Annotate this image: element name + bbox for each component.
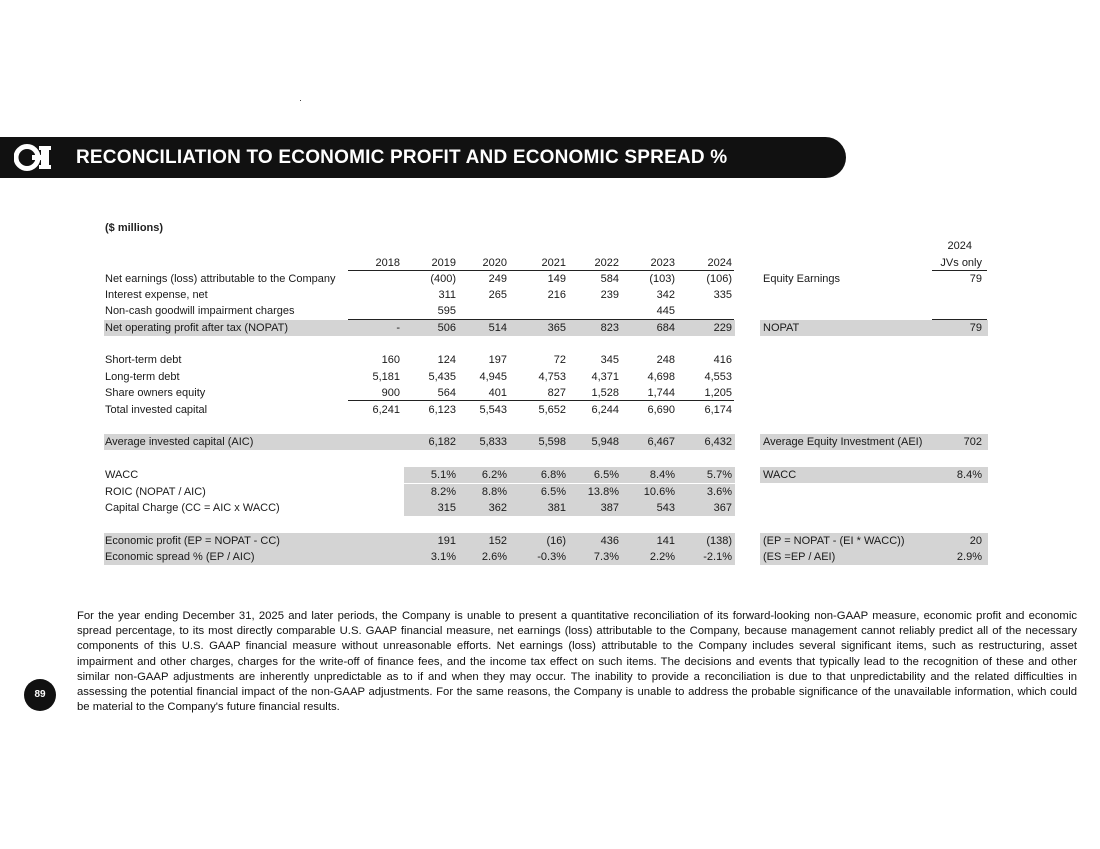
jv-row-label: Equity Earnings	[763, 273, 841, 285]
table-row	[0, 303, 1100, 319]
cell-value: 5,598	[538, 436, 566, 448]
cell-value: 4,753	[538, 371, 566, 383]
cell-value: 248	[656, 354, 675, 366]
cell-value: 362	[488, 502, 507, 514]
table-row	[0, 549, 1100, 565]
cell-value: 160	[381, 354, 400, 366]
cell-value: 543	[656, 502, 675, 514]
cell-value: 335	[713, 289, 732, 301]
cell-value: 10.6%	[643, 486, 675, 498]
cell-value: 6.5%	[593, 469, 619, 481]
cell-value: 342	[656, 289, 675, 301]
row-label: Average invested capital (AIC)	[105, 436, 254, 448]
cell-value: 365	[547, 322, 566, 334]
cell-value: 381	[547, 502, 566, 514]
cell-value: 416	[713, 354, 732, 366]
cell-value: 72	[553, 354, 566, 366]
cell-value: 345	[600, 354, 619, 366]
row-label: Interest expense, net	[105, 289, 208, 301]
cell-value: 5.7%	[706, 469, 732, 481]
cell-value: 5,181	[372, 371, 400, 383]
cell-value: 6,182	[428, 436, 456, 448]
cell-value: 8.4%	[649, 469, 675, 481]
cell-value: (400)	[430, 273, 456, 285]
table-row	[0, 271, 1100, 287]
cell-value: 3.6%	[706, 486, 732, 498]
cell-value: 1,205	[704, 387, 732, 399]
cell-value: 827	[547, 387, 566, 399]
row-label: Total invested capital	[105, 404, 208, 416]
cell-value: 191	[437, 535, 456, 547]
jv-row-label: WACC	[763, 469, 797, 481]
year-header: 2024	[707, 257, 732, 269]
cell-value: 4,371	[591, 371, 619, 383]
cell-value: -2.1%	[703, 551, 732, 563]
cell-value: (16)	[546, 535, 566, 547]
cell-value: 6,123	[428, 404, 456, 416]
cell-value: 2.6%	[481, 551, 507, 563]
page-number-badge: 89	[24, 679, 56, 711]
row-label: Net operating profit after tax (NOPAT)	[105, 322, 288, 334]
cell-value: 249	[488, 273, 507, 285]
row-label: Net earnings (loss) attributable to the Company	[105, 273, 336, 285]
cell-value: (103)	[649, 273, 675, 285]
table-row	[0, 287, 1100, 303]
cell-value: 5,833	[479, 436, 507, 448]
table-row	[0, 500, 1100, 516]
row-label: Long-term debt	[105, 371, 180, 383]
cell-value: 436	[600, 535, 619, 547]
cell-value: 3.1%	[430, 551, 456, 563]
jv-header-label: JVs only	[940, 257, 982, 269]
cell-value: 149	[547, 273, 566, 285]
row-label: Share owners equity	[105, 387, 206, 399]
cell-value: 265	[488, 289, 507, 301]
cell-value: 8.8%	[481, 486, 507, 498]
cell-value: 1,528	[591, 387, 619, 399]
jv-header-year-row	[0, 238, 1100, 254]
cell-value: 5,652	[538, 404, 566, 416]
year-header: 2021	[541, 257, 566, 269]
table-row	[0, 533, 1100, 549]
cell-value: 4,553	[704, 371, 732, 383]
jv-cell-value: 8.4%	[956, 469, 982, 481]
cell-value: 6.8%	[540, 469, 566, 481]
cell-value: 229	[713, 322, 732, 334]
cell-value: 13.8%	[587, 486, 619, 498]
cell-value: 8.2%	[430, 486, 456, 498]
cell-value: 6,241	[372, 404, 400, 416]
jv-row-label: (EP = NOPAT - (EI * WACC))	[763, 535, 905, 547]
year-header: 2019	[431, 257, 456, 269]
table-row	[0, 402, 1100, 418]
jv-cell-value: 20	[969, 535, 982, 547]
row-label: Economic spread % (EP / AIC)	[105, 551, 255, 563]
units-label: ($ millions)	[105, 222, 164, 234]
cell-value: 239	[600, 289, 619, 301]
cell-value: 684	[656, 322, 675, 334]
cell-value: 6,690	[647, 404, 675, 416]
cell-value: 152	[488, 535, 507, 547]
subtotal-rule-nopat-jv	[932, 319, 987, 320]
row-label: Capital Charge (CC = AIC x WACC)	[105, 502, 280, 514]
cell-value: 401	[488, 387, 507, 399]
table-row	[0, 369, 1100, 385]
year-header: 2022	[594, 257, 619, 269]
cell-value: 5,948	[591, 436, 619, 448]
footnote: For the year ending December 31, 2025 and later periods, the Company is unable to present a quantitative reconciliation of its forward-looking non-GAAP measure, economic profit and economic spread percentage, to its most directly comparable U.S. GAAP financial measure, net earnings (loss) attributable to the Company, because management cannot reliably predict all of the necessary components of this U.S. GAAP financial measure without unreasonable efforts. Net earnings (loss) attributable to the Company includes several significant items, such as restructuring, asset impairment and other charges, charges for the write-off of finance fees, and the income tax effect on such items. The decisions and events that typically lead to the recognition of these and other similar non-GAAP adjustments are inherently unpredictable as to if and when they may occur. The inability to provide a reconciliation is due to that unpredictability and the related difficulties in assessing the potential financial impact of the non-GAAP adjustments. For the same reasons, the Company is unable to address the probable significance of the unavailable information, which could be material to the Company's future financial results.	[77, 610, 1077, 714]
cell-value: 1,744	[647, 387, 675, 399]
cell-value: -	[396, 322, 400, 334]
cell-value: 4,945	[479, 371, 507, 383]
table-row	[0, 467, 1100, 483]
table-row	[0, 484, 1100, 500]
cell-value: -0.3%	[537, 551, 566, 563]
table-row	[0, 352, 1100, 368]
jv-cell-value: 702	[963, 436, 982, 448]
cell-value: 514	[488, 322, 507, 334]
jv-row-label: (ES =EP / AEI)	[763, 551, 836, 563]
cell-value: 141	[656, 535, 675, 547]
subtotal-rule-capital	[348, 400, 734, 401]
table-row	[0, 320, 1100, 336]
cell-value: 564	[437, 387, 456, 399]
cell-value: 595	[437, 305, 456, 317]
year-header: 2023	[650, 257, 675, 269]
jv-cell-value: 79	[969, 273, 982, 285]
cell-value: 216	[547, 289, 566, 301]
cell-value: 4,698	[647, 371, 675, 383]
page-title: RECONCILIATION TO ECONOMIC PROFIT AND ECONOMIC SPREAD %	[76, 147, 728, 168]
row-label: Non-cash goodwill impairment charges	[105, 305, 295, 317]
cell-value: 6,244	[591, 404, 619, 416]
cell-value: 6.2%	[481, 469, 507, 481]
cell-value: 900	[381, 387, 400, 399]
cell-value: 6,432	[704, 436, 732, 448]
jv-header-year: 2024	[947, 240, 972, 252]
cell-value: 7.3%	[593, 551, 619, 563]
cell-value: (106)	[706, 273, 732, 285]
jv-row-label: NOPAT	[763, 322, 800, 334]
cell-value: 584	[600, 273, 619, 285]
table-row	[0, 385, 1100, 401]
row-label: Economic profit (EP = NOPAT - CC)	[105, 535, 280, 547]
cell-value: 315	[437, 502, 456, 514]
year-header-row	[0, 255, 1100, 271]
cell-value: 506	[437, 322, 456, 334]
cell-value: 5,543	[479, 404, 507, 416]
cell-value: 197	[488, 354, 507, 366]
cell-value: 311	[438, 289, 456, 301]
cell-value: 823	[600, 322, 619, 334]
cell-value: 5.1%	[430, 469, 456, 481]
jv-cell-value: 79	[969, 322, 982, 334]
row-label: ROIC (NOPAT / AIC)	[105, 486, 206, 498]
table-row	[0, 434, 1100, 450]
cell-value: 6.5%	[540, 486, 566, 498]
cell-value: 367	[713, 502, 732, 514]
subtotal-rule-nopat	[348, 319, 734, 320]
cell-value: 5,435	[428, 371, 456, 383]
jv-row-label: Average Equity Investment (AEI)	[763, 436, 923, 448]
cell-value: 6,174	[704, 404, 732, 416]
cell-value: 6,467	[647, 436, 675, 448]
row-label: Short-term debt	[105, 354, 182, 366]
cell-value: 124	[437, 354, 456, 366]
row-label: WACC	[105, 469, 139, 481]
year-header: 2020	[482, 257, 507, 269]
cell-value: 2.2%	[649, 551, 675, 563]
year-header: 2018	[375, 257, 400, 269]
jv-cell-value: 2.9%	[956, 551, 982, 563]
cell-value: 387	[600, 502, 619, 514]
cell-value: 445	[656, 305, 675, 317]
cell-value: (138)	[706, 535, 732, 547]
